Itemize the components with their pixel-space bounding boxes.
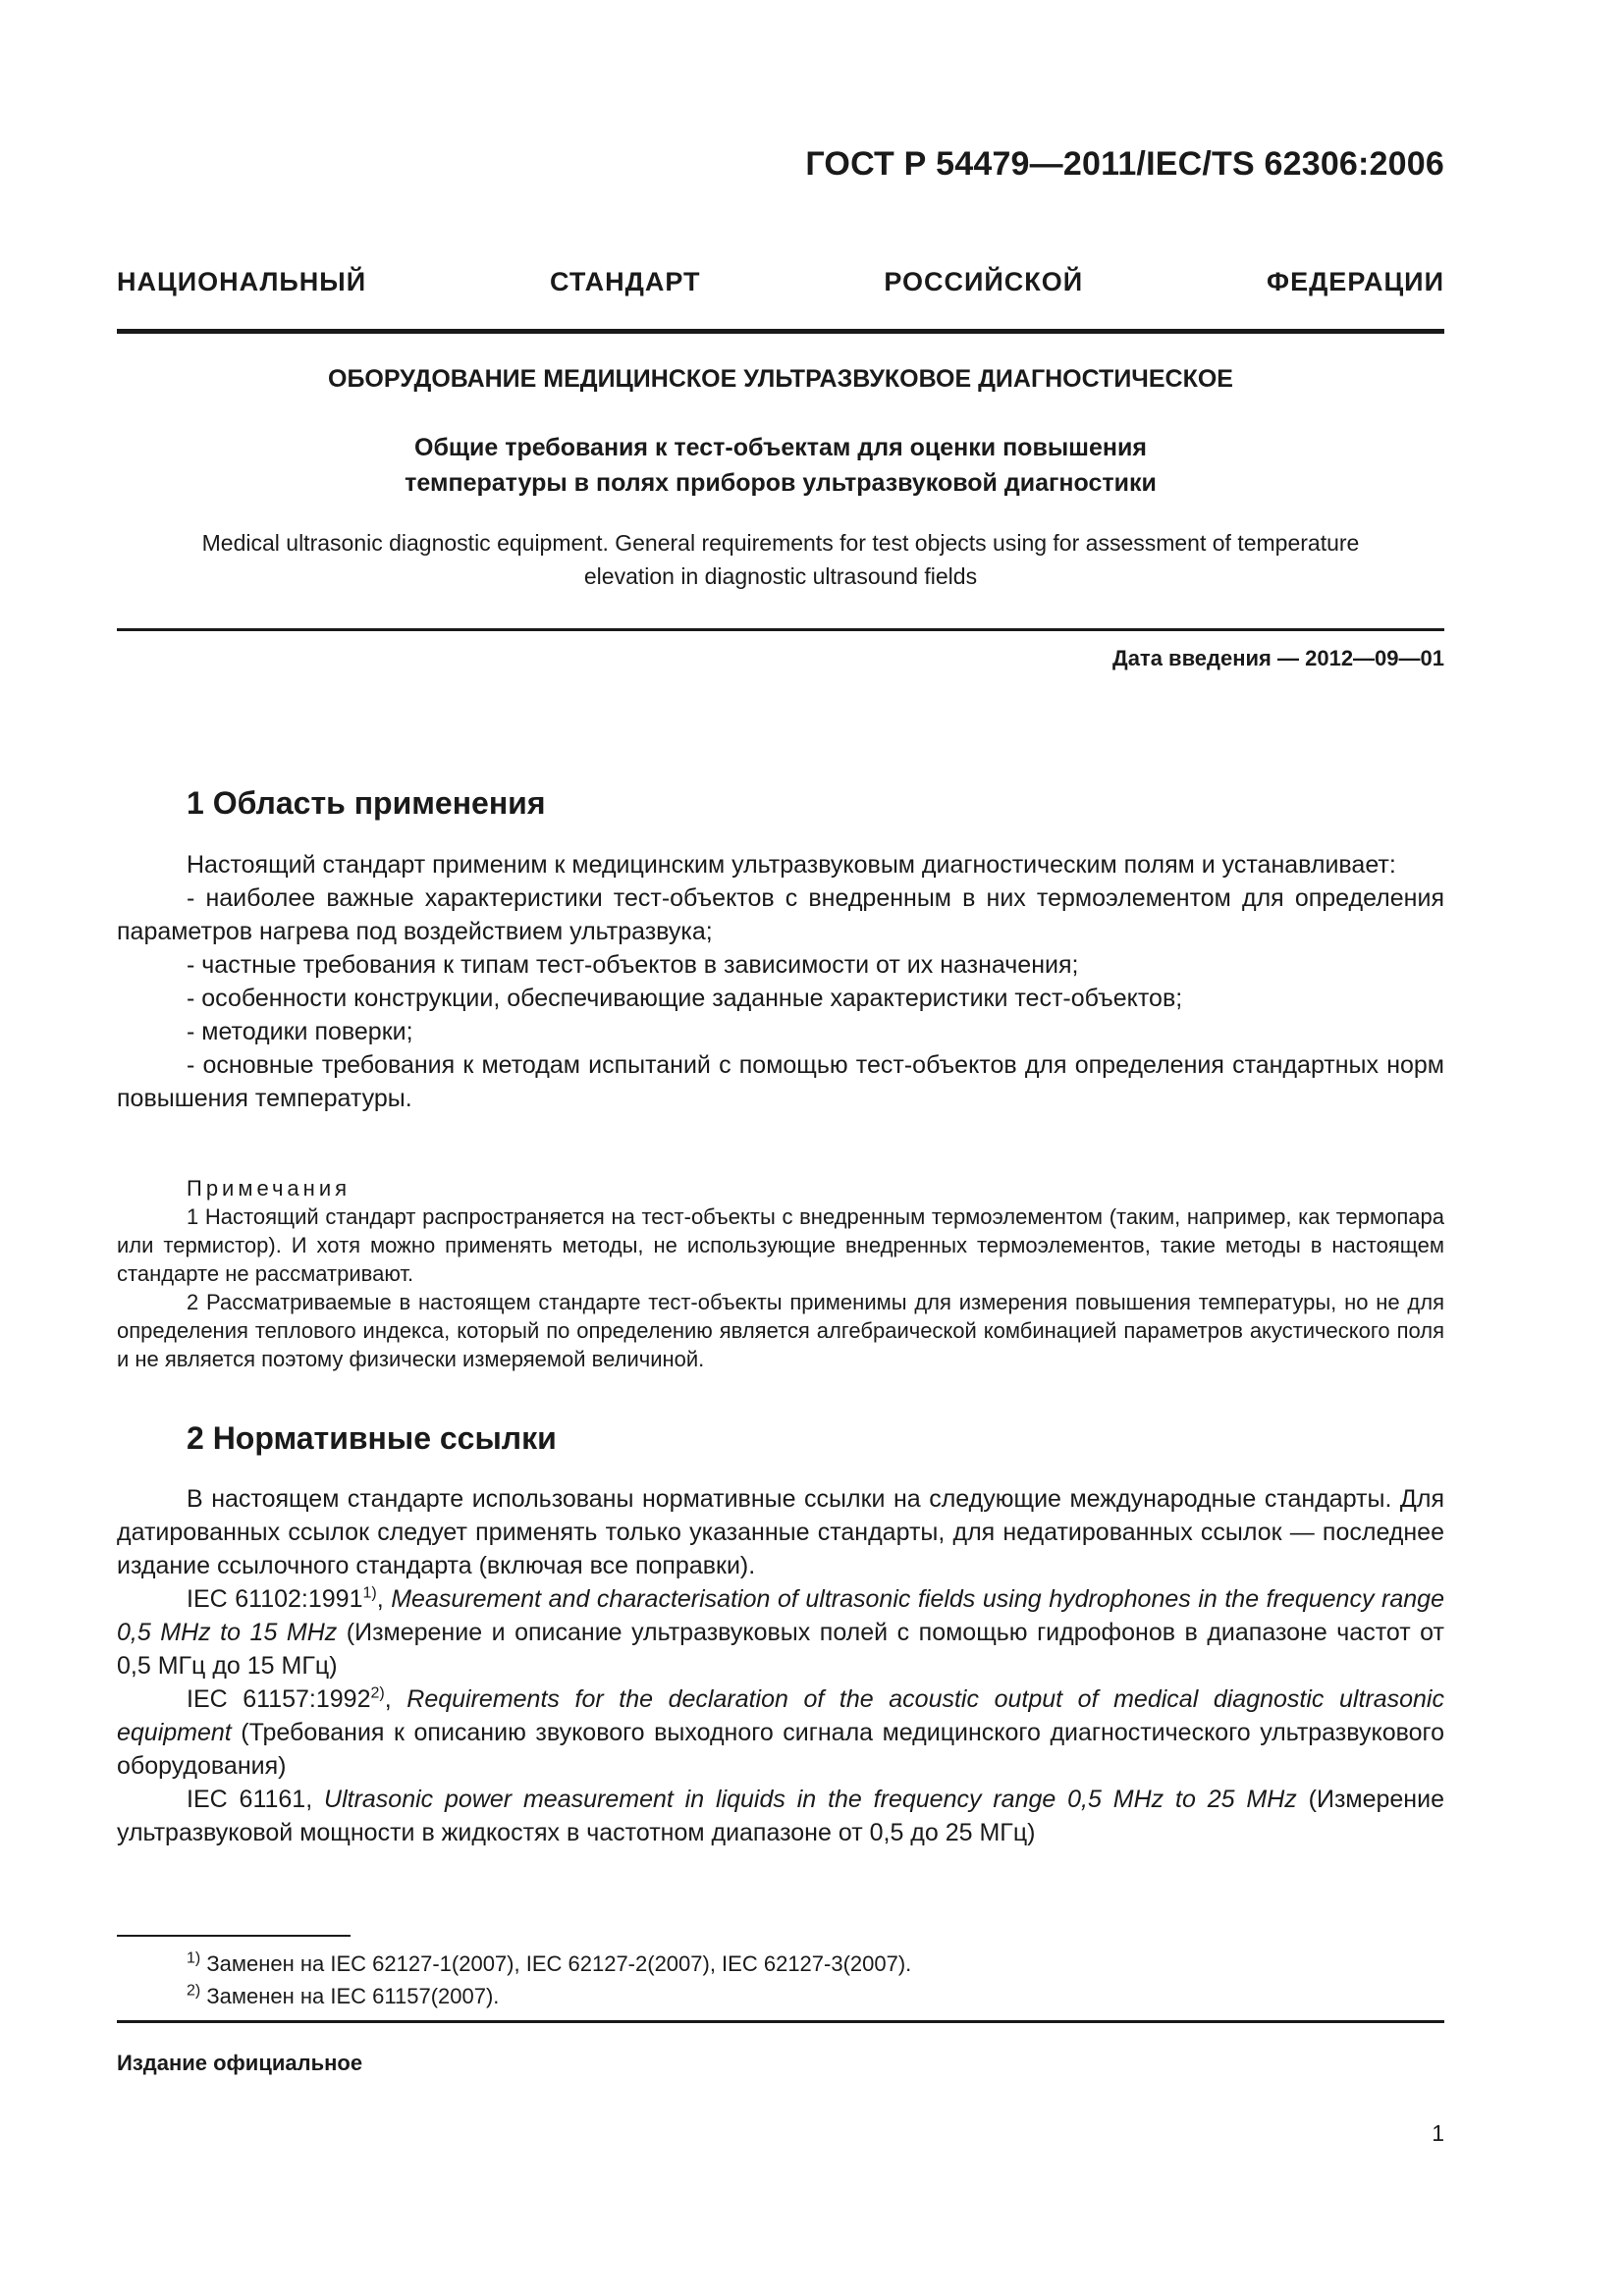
document-code: ГОСТ Р 54479—2011/IEC/TS 62306:2006 bbox=[805, 145, 1444, 183]
english-title bbox=[117, 526, 1444, 593]
footnote bbox=[117, 1949, 1444, 1979]
paragraph: В настоящем стандарте использованы нормативные ссылки на следующие международные стандарты. Для датированных ссылок следует применять только указанные стандарты, для недатированных ссылок — последнее издание ссылочного стандарта (включая все поправки). bbox=[117, 1485, 1444, 1579]
reference-item: IEC 61102:1991$^{1)}$, Measurement and characterisation of ultrasonic fields using hydrophones in the frequency range 0,5 MHz to 15 MHz (Измерение и описание ультразвуковых полей с помощью гидрофонов в диапазоне частот от 0,5 МГц до 15 МГц) bbox=[117, 1584, 1444, 1680]
list-item: - методики поверки; bbox=[187, 1018, 413, 1045]
page-number: 1 bbox=[1432, 2120, 1444, 2146]
reference-title: Requirements for the declaration of the acoustic output of medical diagnostic ultrasonic equipment bbox=[117, 1685, 1444, 1746]
note-item: 2 Рассматриваемые в настоящем стандарте тест-объекты применимы для измерения повышения температуры, но не для определения теплового индекса, который по определению является алгебраической комбинацией параметров акустического поля и не является поэтому физически измеряемой величиной. bbox=[117, 1290, 1444, 1371]
section-2-heading: 2 Нормативные ссылки bbox=[187, 1420, 557, 1456]
title-divider bbox=[117, 628, 1444, 631]
reference-description: (Измерение ультразвуковой мощности в жидкостях в частотном диапазоне от 0,5 до 25 МГц) bbox=[117, 1786, 1444, 1846]
footnote-mark: 2) bbox=[370, 1684, 385, 1702]
reference-item: IEC 61161, Ultrasonic power measurement in liquids in the frequency range 0,5 MHz to 25 MHz (Измерение ультразвуковой мощности в жидкостях в частотном диапазоне от 0,5 до 25 МГц) bbox=[117, 1786, 1444, 1846]
section-1-heading: 1 Область применения bbox=[187, 785, 546, 821]
section-1-body bbox=[117, 848, 1444, 1115]
national-standard-label: НАЦИОНАЛЬНЫЙ СТАНДАРТ РОССИЙСКОЙ ФЕДЕРАЦИИ bbox=[117, 267, 1444, 296]
subtitle-line: температуры в полях приборов ультразвуковой диагностики bbox=[405, 469, 1157, 497]
section-2-body bbox=[117, 1482, 1444, 1849]
introduction-date: Дата введения — 2012—09—01 bbox=[1112, 646, 1444, 670]
document-subtitle bbox=[117, 430, 1444, 501]
reference-description: (Требования к описанию звукового выходного сигнала медицинского диагностического ультразвукового оборудования) bbox=[117, 1719, 1444, 1780]
subtitle-line: Общие требования к тест-объектам для оценки повышения bbox=[414, 434, 1147, 461]
reference-code: IEC 61161 bbox=[187, 1786, 306, 1813]
footer-divider bbox=[117, 2020, 1444, 2023]
reference-title: Ultrasonic power measurement in liquids in the frequency range 0,5 MHz to 25 MHz bbox=[324, 1786, 1297, 1813]
english-title-line: Medical ultrasonic diagnostic equipment. General requirements for test objects using for assessment of temperature bbox=[201, 530, 1360, 556]
reference-code: IEC 61102:1991 bbox=[187, 1585, 363, 1613]
footnote-text: Заменен на IEC 61157(2007). bbox=[200, 1984, 500, 2008]
footnote-divider bbox=[117, 1935, 351, 1937]
edition-label: Издание официальное bbox=[117, 2051, 363, 2075]
list-item: - основные требования к методам испытаний с помощью тест-объектов для определения стандартных норм повышения температуры. bbox=[117, 1051, 1444, 1112]
section-1-notes bbox=[117, 1174, 1444, 1373]
reference-title: Measurement and characterisation of ultrasonic fields using hydrophones in the frequency range 0,5 MHz to 15 MHz bbox=[117, 1585, 1444, 1646]
list-item: - наиболее важные характеристики тест-объектов с внедренным в них термоэлементом для определения параметров нагрева под воздействием ультразвука; bbox=[117, 884, 1444, 945]
reference-item: IEC 61157:1992$^{2)}$, Requirements for the declaration of the acoustic output of medical diagnostic ultrasonic equipment (Требования к описанию звукового выходного сигнала медицинского диагностического ультразвукового оборудования) bbox=[117, 1684, 1444, 1780]
document-title: ОБОРУДОВАНИЕ МЕДИЦИНСКОЕ УЛЬТРАЗВУКОВОЕ ДИАГНОСТИЧЕСКОЕ bbox=[328, 365, 1233, 393]
notes-heading: Примечания bbox=[187, 1176, 352, 1201]
footnote-mark: 1) bbox=[362, 1584, 377, 1602]
reference-code: IEC 61157:1992 bbox=[187, 1685, 371, 1713]
paragraph: Настоящий стандарт применим к медицинским ультразвуковым диагностическим полям и устанавливает: bbox=[187, 851, 1396, 879]
footnote-text: Заменен на IEC 62127-1(2007), IEC 62127-2(2007), IEC 62127-3(2007). bbox=[200, 1951, 912, 1976]
header-divider-thick bbox=[117, 329, 1444, 334]
english-title-line: elevation in diagnostic ultrasound fields bbox=[583, 563, 978, 589]
note-item: 1 Настоящий стандарт распространяется на тест-объекты с внедренным термоэлементом (таким, например, как термопара или термистор). И хотя можно применять методы, не использующие внедренных термоэлементов, такие методы в настоящем стандарте не рассматривают. bbox=[117, 1204, 1444, 1286]
reference-description: (Измерение и описание ультразвуковых полей с помощью гидрофонов в диапазоне частот от 0,5 МГц до 15 МГц) bbox=[117, 1619, 1444, 1680]
footnote-mark: 1) bbox=[187, 1949, 201, 1967]
list-item: - особенности конструкции, обеспечивающие заданные характеристики тест-объектов; bbox=[187, 985, 1183, 1012]
list-item: - частные требования к типам тест-объектов в зависимости от их назначения; bbox=[187, 951, 1079, 979]
footnote-mark: 2) bbox=[187, 1982, 201, 2000]
footnote bbox=[117, 1982, 1444, 2011]
